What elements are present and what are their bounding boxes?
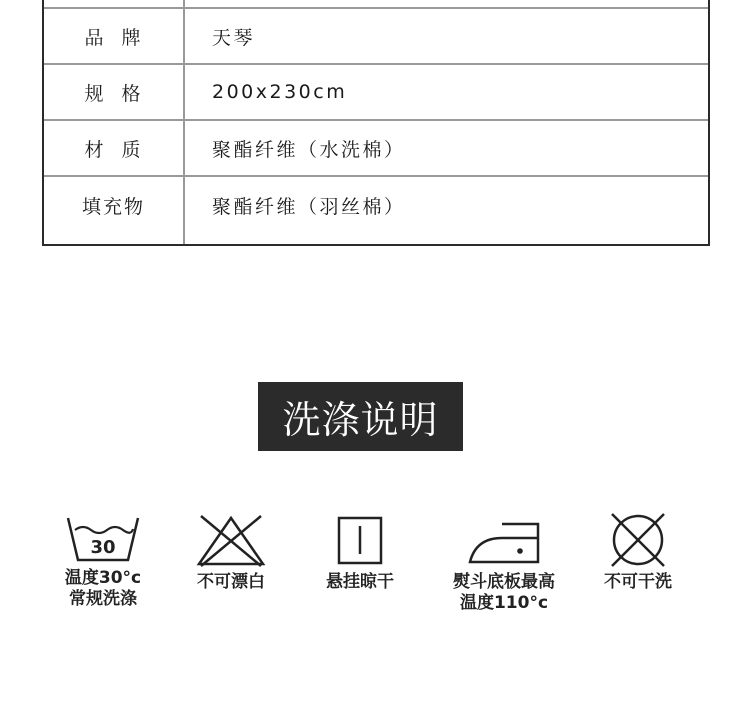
- spec-value: 天琴: [212, 26, 256, 49]
- spec-value: 聚酯纤维（羽丝棉）: [212, 195, 406, 218]
- line-dry-icon: [322, 512, 398, 568]
- care-item-no-dry-clean: [573, 512, 703, 593]
- spec-label: 材 质: [84, 138, 143, 161]
- care-label: [604, 572, 672, 593]
- care-label-line: 熨斗底板最高: [453, 572, 555, 592]
- care-label: [65, 568, 141, 610]
- spec-row-partial: [44, 0, 708, 9]
- spec-value: 200x230cm: [212, 81, 348, 103]
- no-dry-clean-icon: [600, 512, 676, 568]
- care-label-line: 温度110°c: [459, 593, 549, 613]
- care-label-line: 不可漂白: [197, 572, 265, 592]
- care-label: [326, 572, 394, 593]
- care-label-line: 温度30°c: [64, 568, 142, 588]
- no-bleach-icon: [193, 512, 269, 568]
- spec-label: 规 格: [84, 82, 143, 105]
- care-label: [197, 572, 265, 593]
- wash-temp-badge: 30: [90, 537, 116, 558]
- care-item-wash: [38, 512, 168, 610]
- care-item-iron: [439, 512, 569, 614]
- spec-value: 聚酯纤维（水洗棉）: [212, 138, 406, 161]
- care-item-line-dry: [295, 512, 425, 593]
- care-label-line: 常规洗涤: [68, 589, 137, 609]
- iron-icon: [466, 512, 542, 568]
- care-label-line: 悬挂晾干: [326, 572, 394, 592]
- spec-row-filling: [44, 177, 708, 233]
- spec-table: [42, 0, 710, 246]
- spec-label: 填充物: [81, 195, 145, 218]
- spec-row-brand: [44, 9, 708, 65]
- spec-row-size: [44, 65, 708, 121]
- wash-30-icon: [65, 512, 141, 564]
- care-title: 洗涤说明: [258, 382, 463, 451]
- care-label-line: 不可干洗: [604, 572, 672, 592]
- care-item-no-bleach: [166, 512, 296, 593]
- care-label: [453, 572, 555, 614]
- spec-label: 品 牌: [84, 26, 143, 49]
- spec-row-material: [44, 121, 708, 177]
